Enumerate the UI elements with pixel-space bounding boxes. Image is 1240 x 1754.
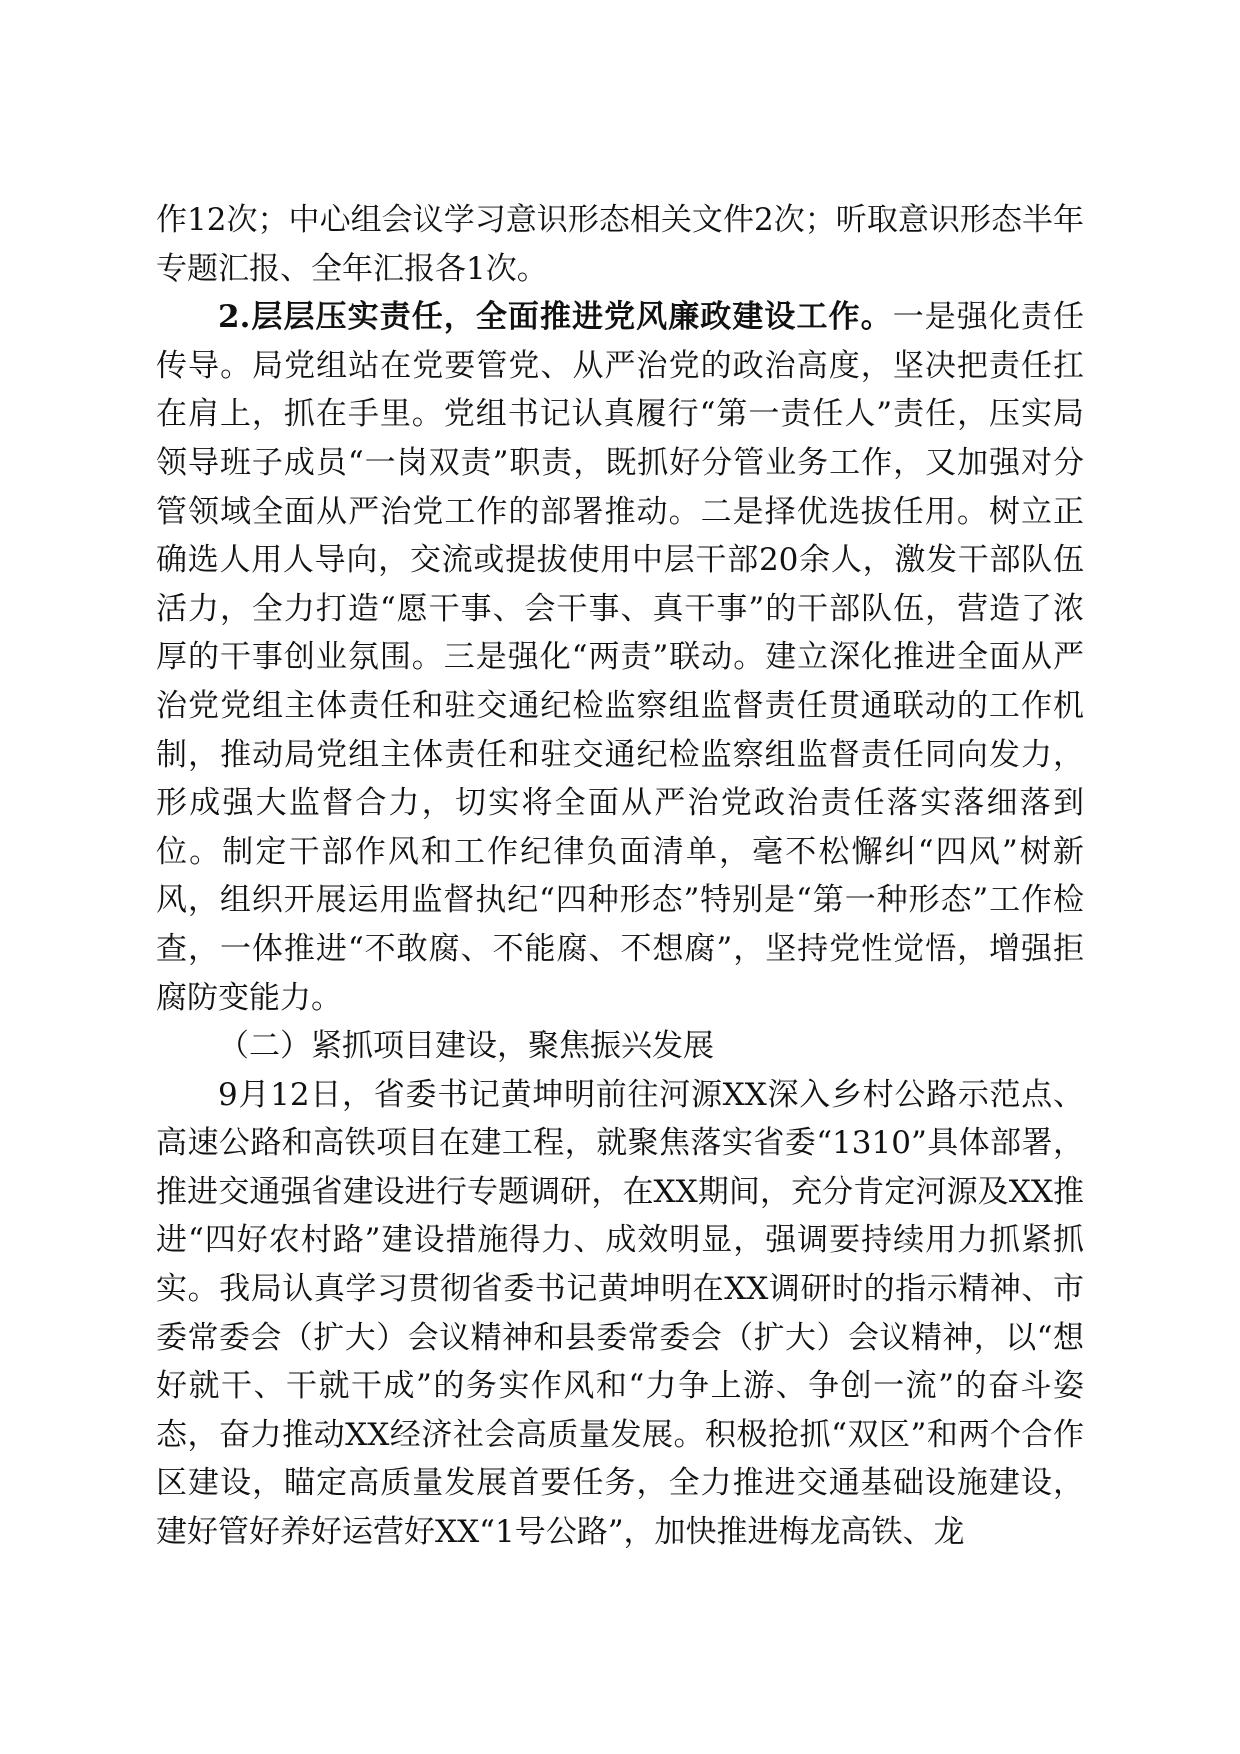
paragraph-project-construction [156, 1071, 1084, 1557]
paragraph-continuation [156, 196, 1084, 293]
section-heading: （二）紧抓项目建设，聚焦振兴发展 [218, 1028, 714, 1065]
paragraph-responsibility [156, 293, 1084, 1022]
paragraph-text: 一是强化责任传导。局党组站在党要管党、从严治党的政治高度，坚决把责任扛在肩上，抓在手里。党组书记认真履行“第一责任人”责任，压实局领导班子成员“一岗双责”职责，既抓好分管业务工作，又加强对分管领域全面从严治党工作的部署推动。二是择优选拔任用。树立正确选人用人导向，交流或提拔使用中层干部20余人，激发干部队伍活力，全力打造“愿干事、会干事、真干事”的干部队伍，营造了浓厚的干事创业氛围。三是强化“两责”联动。建立深化推进全面从严治党党组主体责任和驻交通纪检监察组监督责任贯通联动的工作机制，推动局党组主体责任和驻交通纪检监察组监督责任同向发力，形成强大监督合力，切实将全面从严治党政治责任落实落细落到位。制定干部作风和工作纪律负面清单，毫不松懈纠“四风”树新风，组织开展运用监督执纪“四种形态”特别是“第一种形态”工作检查，一体推进“不敢腐、不能腐、不想腐”，坚持党性觉悟，增强拒腐防变能力。 [156, 299, 1084, 1016]
paragraph-text: 9月12日，省委书记黄坤明前往河源XX深入乡村公路示范点、高速公路和高铁项目在建工程，就聚焦落实省委“1310”具体部署，推进交通强省建设进行专题调研，在XX期间，充分肯定河源及XX推进“四好农村路”建设措施得力、成效明显，强调要持续用力抓紧抓实。我局认真学习贯彻省委书记黄坤明在XX调研时的指示精神、市委常委会（扩大）会议精神和县委常委会（扩大）会议精神，以“想好就干、干就干成”的务实作风和“力争上游、争创一流”的奋斗姿态，奋力推动XX经济社会高质量发展。积极抢抓“双区”和两个合作区建设，瞄定高质量发展首要任务，全力推进交通基础设施建设，建好管好养好运营好XX“1号公路”，加快推进梅龙高铁、龙 [156, 1076, 1084, 1551]
paragraph-text: 作12次；中心组会议学习意识形态相关文件2次；听取意识形态半年专题汇报、全年汇报各1次。 [156, 202, 1084, 287]
paragraph-bold-lead: 2.层层压实责任，全面推进党风廉政建设工作。 [218, 299, 893, 336]
document-body [156, 196, 1084, 1557]
